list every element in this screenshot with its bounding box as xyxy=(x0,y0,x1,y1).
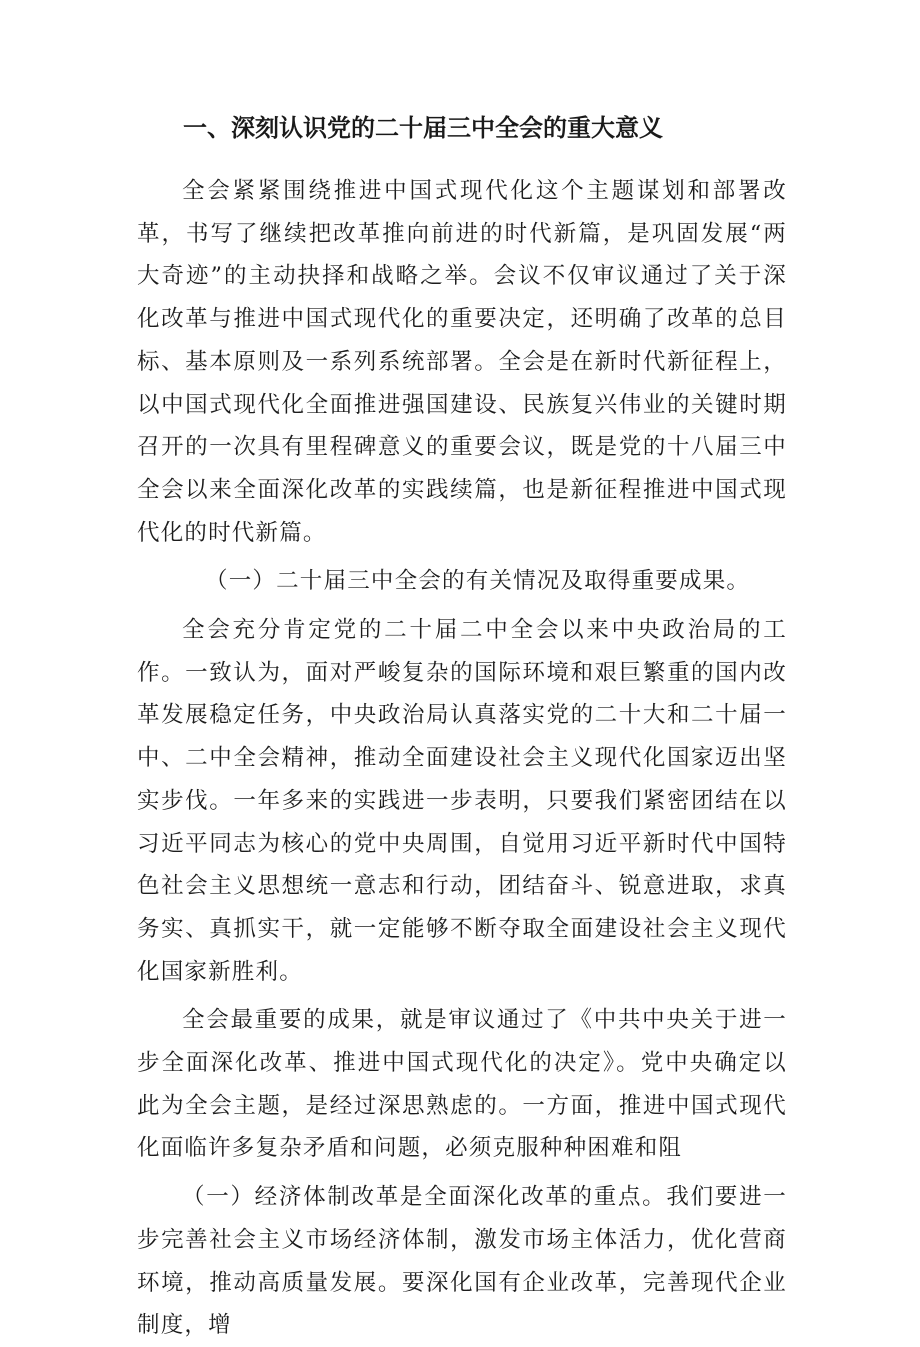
paragraph-1: 全会紧紧围绕推进中国式现代化这个主题谋划和部署改革，书写了继续把改革推向前进的时代新篇，是巩固发展“两大奇迹”的主动抉择和战略之举。会议不仅审议通过了关于深化改革与推进中国式现代化的重要决定，还明确了改革的总目标、基本原则及一系列系统部署。全会是在新时代新征程上，以中国式现代化全面推进强国建设、民族复兴伟业的关键时期召开的一次具有里程碑意义的重要会议，既是党的十八届三中全会以来全面深化改革的实践续篇，也是新征程推进中国式现代化的时代新篇。 xyxy=(137,178,787,546)
subheading-1: （一）二十届三中全会的有关情况及取得重要成果。 xyxy=(205,568,751,595)
document-body xyxy=(137,106,787,1347)
section-heading: 一、深刻认识党的二十届三中全会的重大意义 xyxy=(183,114,663,142)
paragraph-2: 全会充分肯定党的二十届二中全会以来中央政治局的工作。一致认为，面对严峻复杂的国际环境和艰巨繁重的国内改革发展稳定任务，中央政治局认真落实党的二十大和二十届一中、二中全会精神，推动全面建设社会主义现代化国家迈出坚实步伐。一年多来的实践进一步表明，只要我们紧密团结在以习近平同志为核心的党中央周围，自觉用习近平新时代中国特色社会主义思想统一意志和行动，团结奋斗、锐意进取，求真务实、真抓实干，就一定能够不断夺取全面建设社会主义现代化国家新胜利。 xyxy=(137,617,787,985)
paragraph-3: 全会最重要的成果，就是审议通过了《中共中央关于进一步全面深化改革、推进中国式现代化的决定》。党中央确定以此为全会主题，是经过深思熟虑的。一方面，推进中国式现代化面临许多复杂矛盾和问题，必须克服种种困难和阻 xyxy=(137,1007,787,1162)
paragraph-4: （一）经济体制改革是全面深化改革的重点。我们要进一步完善社会主义市场经济体制，激发市场主体活力，优化营商环境，推动高质量发展。要深化国有企业改革，完善现代企业制度，增 xyxy=(137,1184,787,1339)
